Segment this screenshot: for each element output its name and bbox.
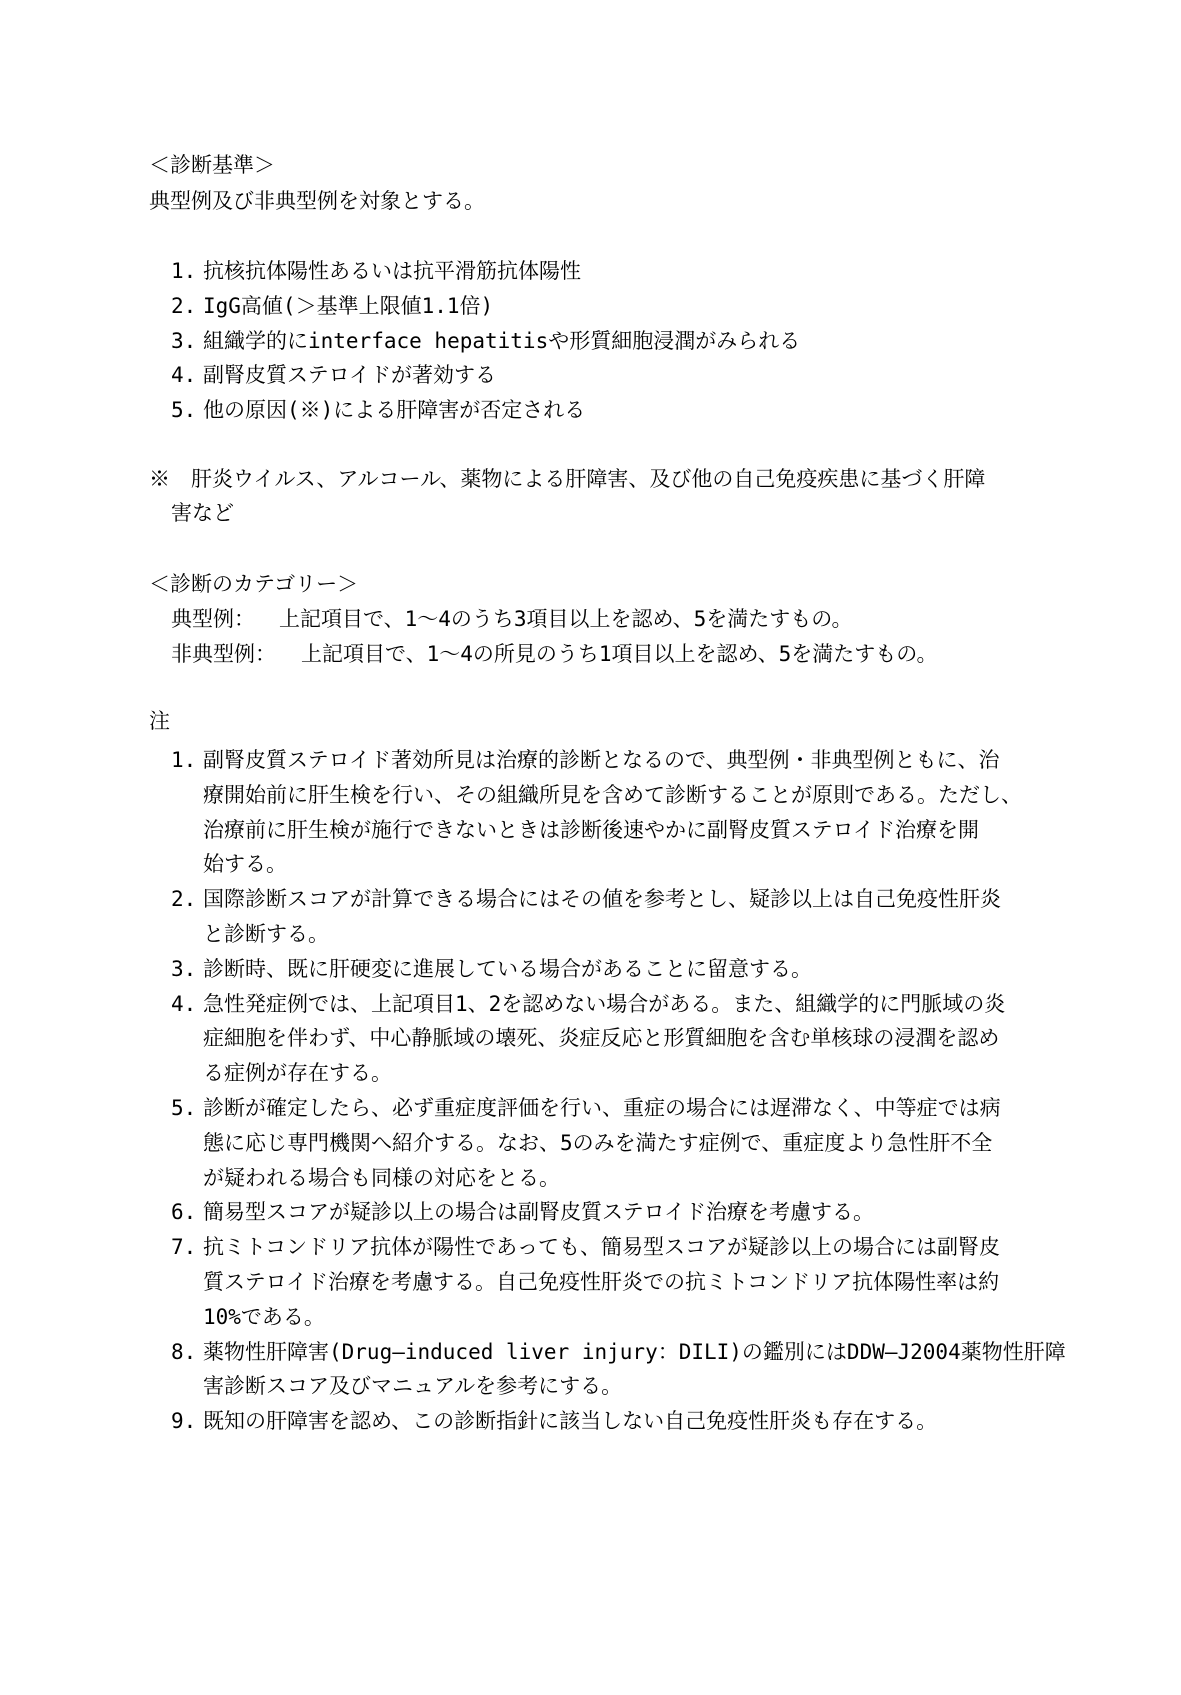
note-number: 2.	[171, 887, 197, 912]
note-text: 診断時、既に肝硬変に進展している場合があることに留意する。	[203, 956, 812, 981]
item-text: 抗核抗体陽性あるいは抗平滑筋抗体陽性	[203, 259, 581, 283]
note-line	[0, 1056, 1181, 1090]
note-number: 7.	[171, 1235, 197, 1260]
note-line	[0, 1230, 1181, 1264]
criteria-intro: 典型例及び非典型例を対象とする。	[149, 189, 485, 213]
note-line	[0, 952, 1181, 986]
note-text: 治療前に肝生検が施行できないときは診断後速やかに副腎皮質ステロイド治療を開	[203, 817, 979, 842]
note-number: 4.	[171, 991, 197, 1016]
note-text: 抗ミトコンドリア抗体が陽性であっても、簡易型スコアが疑診以上の場合には副腎皮	[203, 1235, 1000, 1260]
note-text: 急性発症例では、上記項目1、2を認めない場合がある。また、組織学的に門脈域の炎	[203, 991, 1006, 1016]
item-number: 5.	[171, 398, 197, 423]
note-number: 1.	[171, 748, 197, 772]
item-text: 組織学的にinterface hepatitisや形質細胞浸潤がみられる	[203, 328, 801, 353]
note-line	[0, 1369, 1181, 1403]
note-number: 8.	[171, 1339, 197, 1364]
note-line	[0, 813, 1181, 847]
note-text: が疑われる場合も同様の対応をとる。	[203, 1165, 560, 1190]
note-text: 薬物性肝障害(Drug—induced liver injury：DILI)の鑑別にはDDW—J2004薬物性肝障	[203, 1339, 1066, 1364]
criteria-item	[0, 358, 1181, 392]
note-text: と診断する。	[203, 922, 329, 946]
note-number: 6.	[171, 1200, 197, 1225]
note-text: 態に応じ専門機関へ紹介する。なお、5のみを満たす症例で、重症度より急性肝不全	[203, 1130, 993, 1155]
note-text: 副腎皮質ステロイド著効所見は治療的診断となるので、典型例・非典型例ともに、治	[203, 748, 1000, 772]
note-line	[0, 1300, 1181, 1334]
note-line	[0, 1161, 1181, 1195]
item-number: 3.	[171, 328, 197, 353]
note-line	[0, 1195, 1181, 1229]
footnote-line: ※ 肝炎ウイルス、アルコール、薬物による肝障害、及び他の自己免疫疾患に基づく肝障	[149, 467, 986, 491]
note-line	[0, 1091, 1181, 1125]
item-number: 2.	[171, 293, 197, 318]
note-number: 9.	[171, 1409, 197, 1434]
typical-label: 典型例：	[171, 607, 255, 631]
atypical-label: 非典型例：	[171, 642, 276, 666]
note-line	[0, 917, 1181, 951]
criteria-item	[0, 289, 1181, 323]
note-text: 害診断スコア及びマニュアルを参考にする。	[203, 1374, 623, 1399]
criteria-item	[0, 324, 1181, 358]
note-number: 5.	[171, 1096, 197, 1120]
note-text: 簡易型スコアが疑診以上の場合は副腎皮質ステロイド治療を考慮する。	[203, 1200, 874, 1225]
note-text: 10%である。	[203, 1304, 325, 1329]
note-number: 3.	[171, 956, 197, 981]
category-heading: ＜診断のカテゴリー＞	[149, 572, 359, 596]
notes-heading: 注	[149, 709, 170, 733]
note-text: 診断が確定したら、必ず重症度評価を行い、重症の場合には遅滞なく、中等症では病	[203, 1096, 1001, 1120]
note-text: 既知の肝障害を認め、この診断指針に該当しない自己免疫性肝炎も存在する。	[203, 1409, 938, 1434]
item-text: 副腎皮質ステロイドが著効する	[203, 363, 496, 388]
footnote-line: 害など	[171, 501, 234, 525]
note-line	[0, 1265, 1181, 1299]
note-line	[0, 1021, 1181, 1055]
criteria-item	[0, 393, 1181, 427]
note-line	[0, 987, 1181, 1021]
note-text: 症細胞を伴わず、中心静脈域の壊死、炎症反応と形質細胞を含む単核球の浸潤を認め	[203, 1026, 1000, 1051]
atypical-text: 上記項目で、1～4の所見のうち1項目以上を認め、5を満たすもの。	[301, 642, 938, 666]
typical-text: 上記項目で、1～4のうち3項目以上を認め、5を満たすもの。	[279, 607, 853, 631]
note-text: 国際診断スコアが計算できる場合にはその値を参考とし、疑診以上は自己免疫性肝炎	[203, 887, 1001, 912]
note-line	[0, 778, 1181, 812]
note-line	[0, 882, 1181, 916]
note-text: 始する。	[203, 852, 287, 877]
criteria-heading: ＜診断基準＞	[149, 153, 275, 177]
item-number: 1.	[171, 259, 197, 283]
item-text: 他の原因(※)による肝障害が否定される	[203, 398, 586, 423]
note-line	[0, 1404, 1181, 1438]
criteria-item	[0, 254, 1181, 288]
note-text: 質ステロイド治療を考慮する。自己免疫性肝炎での抗ミトコンドリア抗体陽性率は約	[203, 1270, 1000, 1294]
note-text: 療開始前に肝生検を行い、その組織所見を含めて診断することが原則である。ただし、	[203, 782, 1022, 807]
note-line	[0, 1126, 1181, 1160]
note-text: る症例が存在する。	[203, 1061, 392, 1086]
item-text: IgG高値(＞基準上限値1.1倍)	[203, 293, 494, 318]
note-line	[0, 847, 1181, 881]
note-line	[0, 1335, 1181, 1369]
note-line	[0, 743, 1181, 777]
item-number: 4.	[171, 363, 197, 388]
